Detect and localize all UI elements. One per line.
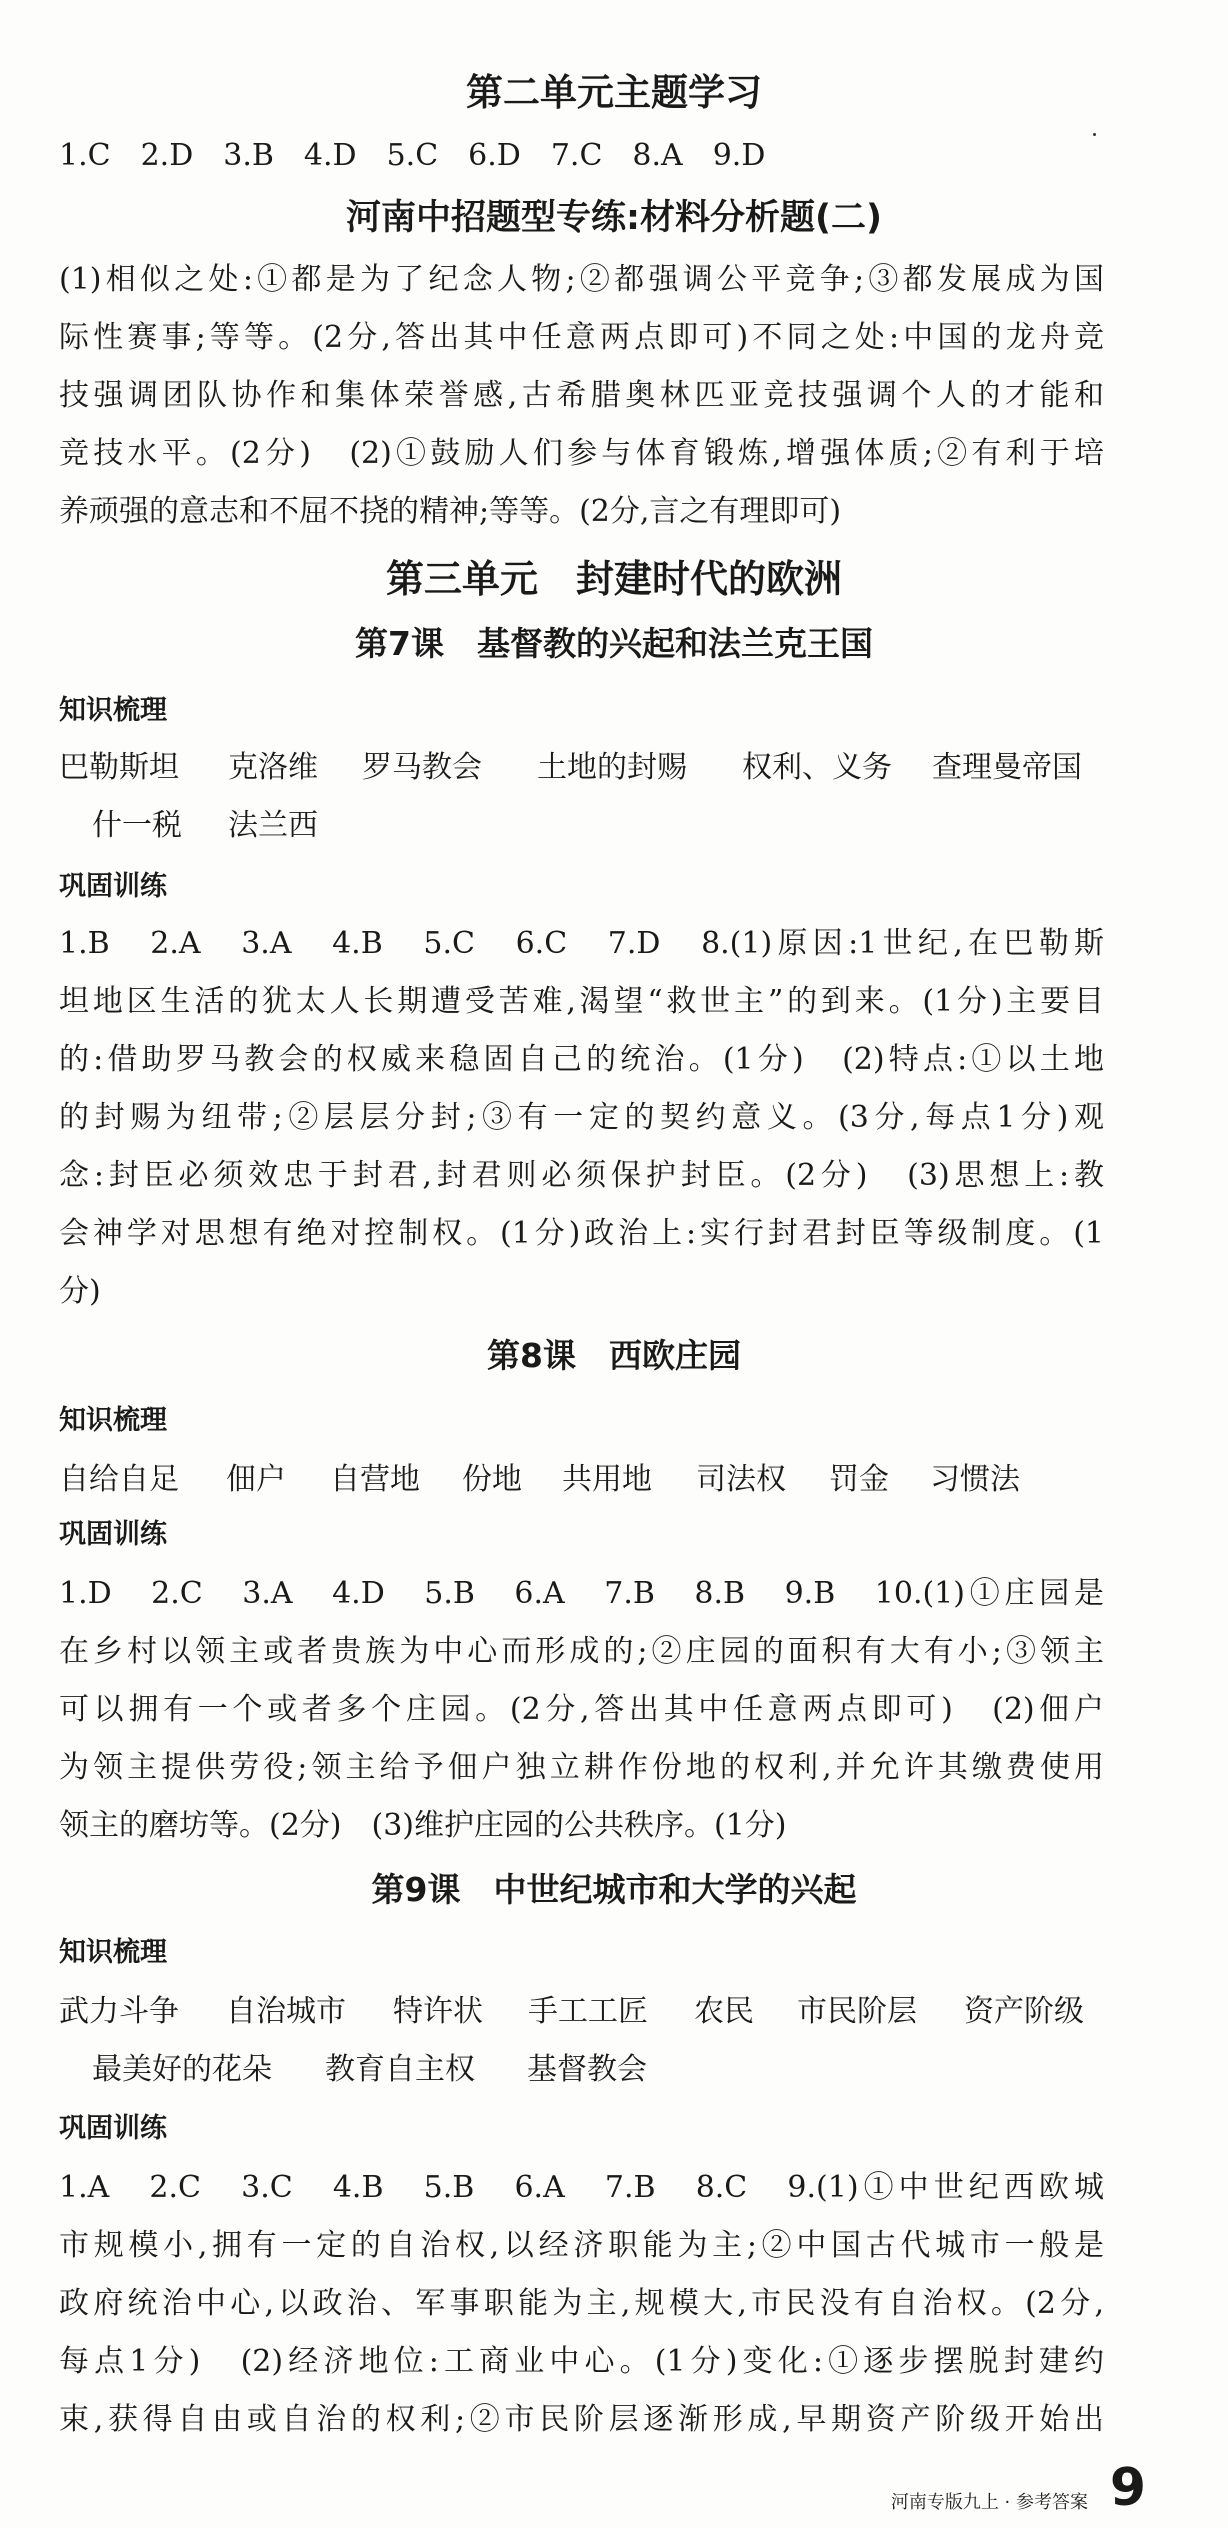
lesson9-line-2: 市规模小,拥有一定的自治权,以经济职能为主;②中国古代城市一般是 bbox=[59, 2228, 1104, 2263]
lesson7-practice-label: 巩固训练 bbox=[59, 871, 167, 902]
keyword: 农民 bbox=[694, 1994, 754, 2029]
keyword: 克洛维 bbox=[228, 750, 318, 785]
lesson7-line-4: 的封赐为纽带;②层层分封;③有一定的契约意义。(3分,每点1分)观 bbox=[59, 1100, 1104, 1135]
lesson7-title: 第7课 基督教的兴起和法兰克王国 bbox=[355, 624, 873, 663]
keyword: 司法权 bbox=[696, 1462, 786, 1497]
henan-line-1: (1)相似之处:①都是为了纪念人物;②都强调公平竞争;③都发展成为国 bbox=[59, 262, 1104, 297]
lesson7-knowledge-label: 知识梳理 bbox=[59, 695, 167, 726]
unit2-answers: 1.C 2.D 3.B 4.D 5.C 6.D 7.C 8.A 9.D bbox=[59, 138, 766, 173]
lesson9-line-5: 束,获得自由或自治的权利;②市民阶层逐渐形成,早期资产阶级开始出 bbox=[59, 2402, 1104, 2437]
henan-line-4: 竞技水平。(2分) (2)①鼓励人们参与体育锻炼,增强体质;②有利于培 bbox=[59, 436, 1104, 471]
lesson7-line-6: 会神学对思想有绝对控制权。(1分)政治上:实行封君封臣等级制度。(1 bbox=[59, 1216, 1104, 1251]
lesson9-line-3: 政府统治中心,以政治、军事职能为主,规模大,市民没有自治权。(2分, bbox=[59, 2286, 1104, 2321]
keyword: 特许状 bbox=[393, 1994, 483, 2029]
keyword: 权利、义务 bbox=[742, 750, 892, 785]
henan-practice-title: 河南中招题型专练:材料分析题(二) bbox=[346, 198, 882, 238]
keyword: 手工工匠 bbox=[528, 1994, 648, 2029]
keyword: 市民阶层 bbox=[797, 1994, 917, 2029]
keyword: 教育自主权 bbox=[325, 2052, 475, 2087]
keyword: 什一税 bbox=[92, 808, 182, 843]
keyword: 法兰西 bbox=[228, 808, 318, 843]
lesson7-line-1: 1.B 2.A 3.A 4.B 5.C 6.C 7.D 8.(1)原因:1世纪,在巴勒斯 bbox=[59, 926, 1104, 961]
unit3-title: 第三单元 封建时代的欧洲 bbox=[385, 557, 842, 601]
lesson7-line-2: 坦地区生活的犹太人长期遭受苦难,渴望“救世主”的到来。(1分)主要目 bbox=[59, 984, 1104, 1019]
print-speck bbox=[1093, 133, 1096, 136]
keyword: 武力斗争 bbox=[59, 1994, 179, 2029]
lesson8-line-1: 1.D 2.C 3.A 4.D 5.B 6.A 7.B 8.B 9.B 10.(1)①庄园是 bbox=[59, 1576, 1104, 1611]
keyword: 罚金 bbox=[829, 1462, 889, 1497]
keyword: 自治城市 bbox=[226, 1994, 346, 2029]
lesson8-practice-label: 巩固训练 bbox=[59, 1519, 167, 1550]
lesson8-knowledge-label: 知识梳理 bbox=[59, 1405, 167, 1436]
lesson8-line-3: 可以拥有一个或者多个庄园。(2分,答出其中任意两点即可) (2)佃户 bbox=[59, 1692, 1104, 1727]
lesson8-line-5: 领主的磨坊等。(2分) (3)维护庄园的公共秩序。(1分) bbox=[59, 1808, 787, 1843]
keyword: 巴勒斯坦 bbox=[59, 750, 179, 785]
henan-line-5: 养顽强的意志和不屈不挠的精神;等等。(2分,言之有理即可) bbox=[59, 494, 842, 529]
page-number: 9 bbox=[1109, 2458, 1146, 2518]
keyword: 罗马教会 bbox=[362, 750, 482, 785]
footer-caption: 河南专版九上 · 参考答案 bbox=[890, 2492, 1088, 2513]
henan-line-3: 技强调团队协作和集体荣誉感,古希腊奥林匹亚竞技强调个人的才能和 bbox=[59, 378, 1104, 413]
lesson9-knowledge-label: 知识梳理 bbox=[59, 1937, 167, 1968]
keyword: 资产阶级 bbox=[964, 1994, 1084, 2029]
henan-line-2: 际性赛事;等等。(2分,答出其中任意两点即可)不同之处:中国的龙舟竞 bbox=[59, 320, 1104, 355]
keyword: 最美好的花朵 bbox=[92, 2052, 272, 2087]
keyword: 基督教会 bbox=[527, 2052, 647, 2087]
lesson8-line-4: 为领主提供劳役;领主给予佃户独立耕作份地的权利,并允许其缴费使用 bbox=[59, 1750, 1104, 1785]
lesson9-line-1: 1.A 2.C 3.C 4.B 5.B 6.A 7.B 8.C 9.(1)①中世纪西欧城 bbox=[59, 2170, 1104, 2205]
lesson9-practice-label: 巩固训练 bbox=[59, 2113, 167, 2144]
keyword: 土地的封赐 bbox=[537, 750, 687, 785]
lesson9-line-4: 每点1分) (2)经济地位:工商业中心。(1分)变化:①逐步摆脱封建约 bbox=[59, 2344, 1104, 2379]
keyword: 份地 bbox=[462, 1462, 522, 1497]
lesson7-line-7: 分) bbox=[59, 1274, 101, 1309]
unit2-title: 第二单元主题学习 bbox=[466, 71, 762, 114]
lesson7-line-5: 念:封臣必须效忠于封君,封君则必须保护封臣。(2分) (3)思想上:教 bbox=[59, 1158, 1104, 1193]
lesson8-line-2: 在乡村以领主或者贵族为中心而形成的;②庄园的面积有大有小;③领主 bbox=[59, 1634, 1104, 1669]
lesson7-line-3: 的:借助罗马教会的权威来稳固自己的统治。(1分) (2)特点:①以土地 bbox=[59, 1042, 1104, 1077]
keyword: 自给自足 bbox=[59, 1462, 179, 1497]
lesson9-title: 第9课 中世纪城市和大学的兴起 bbox=[371, 1870, 857, 1909]
keyword: 佃户 bbox=[226, 1462, 286, 1497]
keyword: 自营地 bbox=[330, 1462, 420, 1497]
keyword: 查理曼帝国 bbox=[932, 750, 1082, 785]
keyword: 共用地 bbox=[562, 1462, 652, 1497]
lesson8-title: 第8课 西欧庄园 bbox=[487, 1336, 741, 1375]
keyword: 习惯法 bbox=[930, 1462, 1020, 1497]
